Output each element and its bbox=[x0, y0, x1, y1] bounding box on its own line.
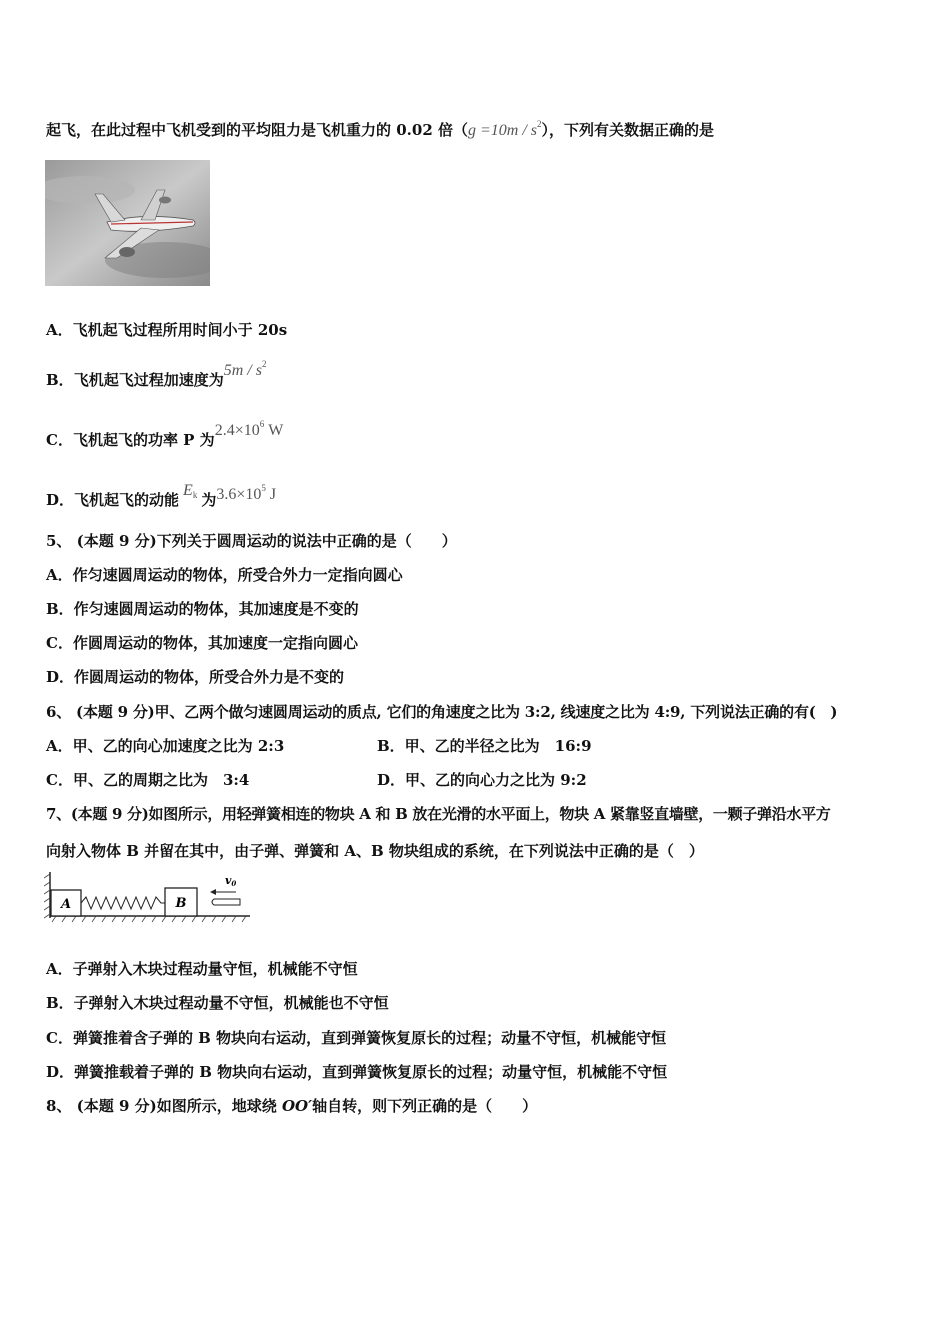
q6-stem: 6、 (本题 9 分)甲、乙两个做匀速圆周运动的质点, 它们的角速度之比为 3:2, 线速度之比为 4:9, 下列说法正确的有( ) bbox=[46, 703, 838, 721]
option-c-math bbox=[214, 419, 284, 439]
option-label: C． bbox=[46, 431, 73, 449]
g-formula-text: g =10m / s bbox=[467, 122, 538, 139]
option-b-math-text: 5m / s bbox=[223, 362, 262, 379]
option-label: A． bbox=[46, 321, 73, 339]
ek-symbol bbox=[183, 482, 197, 499]
option-c-unit: W bbox=[264, 422, 284, 439]
q4-option-d bbox=[46, 484, 276, 515]
q7-option-c: C．弹簧推着含子弹的 B 物块向右运动，直到弹簧恢复原长的过程；动量不守恒，机械能守恒 bbox=[46, 1029, 667, 1047]
option-c-math-exp: 6 bbox=[259, 419, 265, 429]
block-a-label: A bbox=[60, 897, 72, 912]
q5-option-d: D．作圆周运动的物体，所受合外力是不变的 bbox=[46, 668, 345, 686]
spring-block-figure bbox=[44, 868, 250, 924]
q4-intro-text-a: 起飞，在此过程中飞机受到的平均阻力是飞机重力的 0.02 倍（ bbox=[46, 121, 468, 139]
option-text: 飞机起飞的功率 P 为 bbox=[72, 431, 215, 449]
q8-stem-b: 轴自转，则下列正确的是（ ） bbox=[312, 1097, 538, 1115]
velocity-label-sub: 0 bbox=[231, 879, 237, 888]
g-formula-exp: 2 bbox=[537, 119, 542, 129]
q6-option-b: B．甲、乙的半径之比为 16:9 bbox=[377, 737, 592, 755]
q5-option-a: A．作匀速圆周运动的物体，所受合外力一定指向圆心 bbox=[46, 566, 403, 584]
bullet bbox=[212, 899, 240, 905]
q5-option-c: C．作圆周运动的物体，其加速度一定指向圆心 bbox=[46, 634, 358, 652]
option-text: 飞机起飞过程所用时间小于 20s bbox=[72, 321, 288, 339]
option-label: D． bbox=[46, 491, 75, 509]
option-b-math-exp: 2 bbox=[261, 359, 267, 369]
q8-stem bbox=[46, 1096, 537, 1116]
q6-option-d: D．甲、乙的向心力之比为 9:2 bbox=[377, 771, 587, 789]
q8-stem-a: 8、 (本题 9 分)如图所示，地球绕 bbox=[46, 1097, 282, 1115]
option-text-b: 为 bbox=[201, 491, 217, 509]
option-text-a: 飞机起飞的动能 bbox=[74, 491, 180, 509]
option-b-math bbox=[223, 359, 267, 379]
q4-intro-text-b: ），下列有关数据正确的是 bbox=[541, 121, 715, 139]
option-d-math bbox=[216, 483, 277, 503]
q4-option-b bbox=[46, 359, 267, 391]
airplane-photo bbox=[45, 160, 210, 286]
block-b-label: B bbox=[175, 896, 187, 911]
option-c-math-text: 2.4×10 bbox=[214, 422, 260, 439]
option-d-unit: J bbox=[265, 486, 277, 503]
ek-symbol-e: E bbox=[183, 482, 193, 499]
spring bbox=[81, 897, 165, 909]
velocity-arrowhead bbox=[210, 889, 216, 895]
q8-axis: OO′ bbox=[281, 1097, 313, 1115]
q7-option-a: A．子弹射入木块过程动量守恒，机械能不守恒 bbox=[46, 960, 358, 978]
q5-stem: 5、 (本题 9 分)下列关于圆周运动的说法中正确的是（ ） bbox=[46, 532, 457, 550]
q5-option-b: B．作匀速圆周运动的物体，其加速度是不变的 bbox=[46, 600, 359, 618]
velocity-label-v: v bbox=[225, 874, 232, 887]
q4-intro bbox=[46, 114, 714, 141]
q4-option-c bbox=[46, 419, 284, 451]
velocity-label bbox=[225, 874, 236, 888]
option-text: 飞机起飞过程加速度为 bbox=[73, 371, 224, 389]
option-label: B． bbox=[46, 371, 74, 389]
q7-stem-line2: 向射入物体 B 并留在其中，由子弹、弹簧和 A、B 物块组成的系统，在下列说法中正确的是（ ） bbox=[46, 842, 704, 860]
floor-hatch bbox=[52, 916, 246, 922]
q4-option-a bbox=[46, 320, 287, 340]
q7-option-b: B．子弹射入木块过程动量不守恒，机械能也不守恒 bbox=[46, 994, 389, 1012]
g-formula bbox=[467, 119, 542, 139]
q7-stem-line1: 7、(本题 9 分)如图所示，用轻弹簧相连的物块 A 和 B 放在光滑的水平面上，物块 A 紧靠竖直墙壁，一颗子弹沿水平方 bbox=[46, 805, 831, 823]
q7-option-d: D．弹簧推载着子弹的 B 物块向右运动，直到弹簧恢复原长的过程；动量守恒，机械能不守恒 bbox=[46, 1063, 668, 1081]
option-d-math-exp: 5 bbox=[261, 483, 266, 493]
option-d-math-text: 3.6×10 bbox=[216, 486, 262, 503]
q6-option-a: A．甲、乙的向心加速度之比为 2:3 bbox=[46, 737, 285, 755]
wall-hatch bbox=[44, 874, 50, 918]
ek-symbol-sub: k bbox=[192, 490, 198, 500]
q6-option-c: C．甲、乙的周期之比为 3:4 bbox=[46, 771, 250, 789]
